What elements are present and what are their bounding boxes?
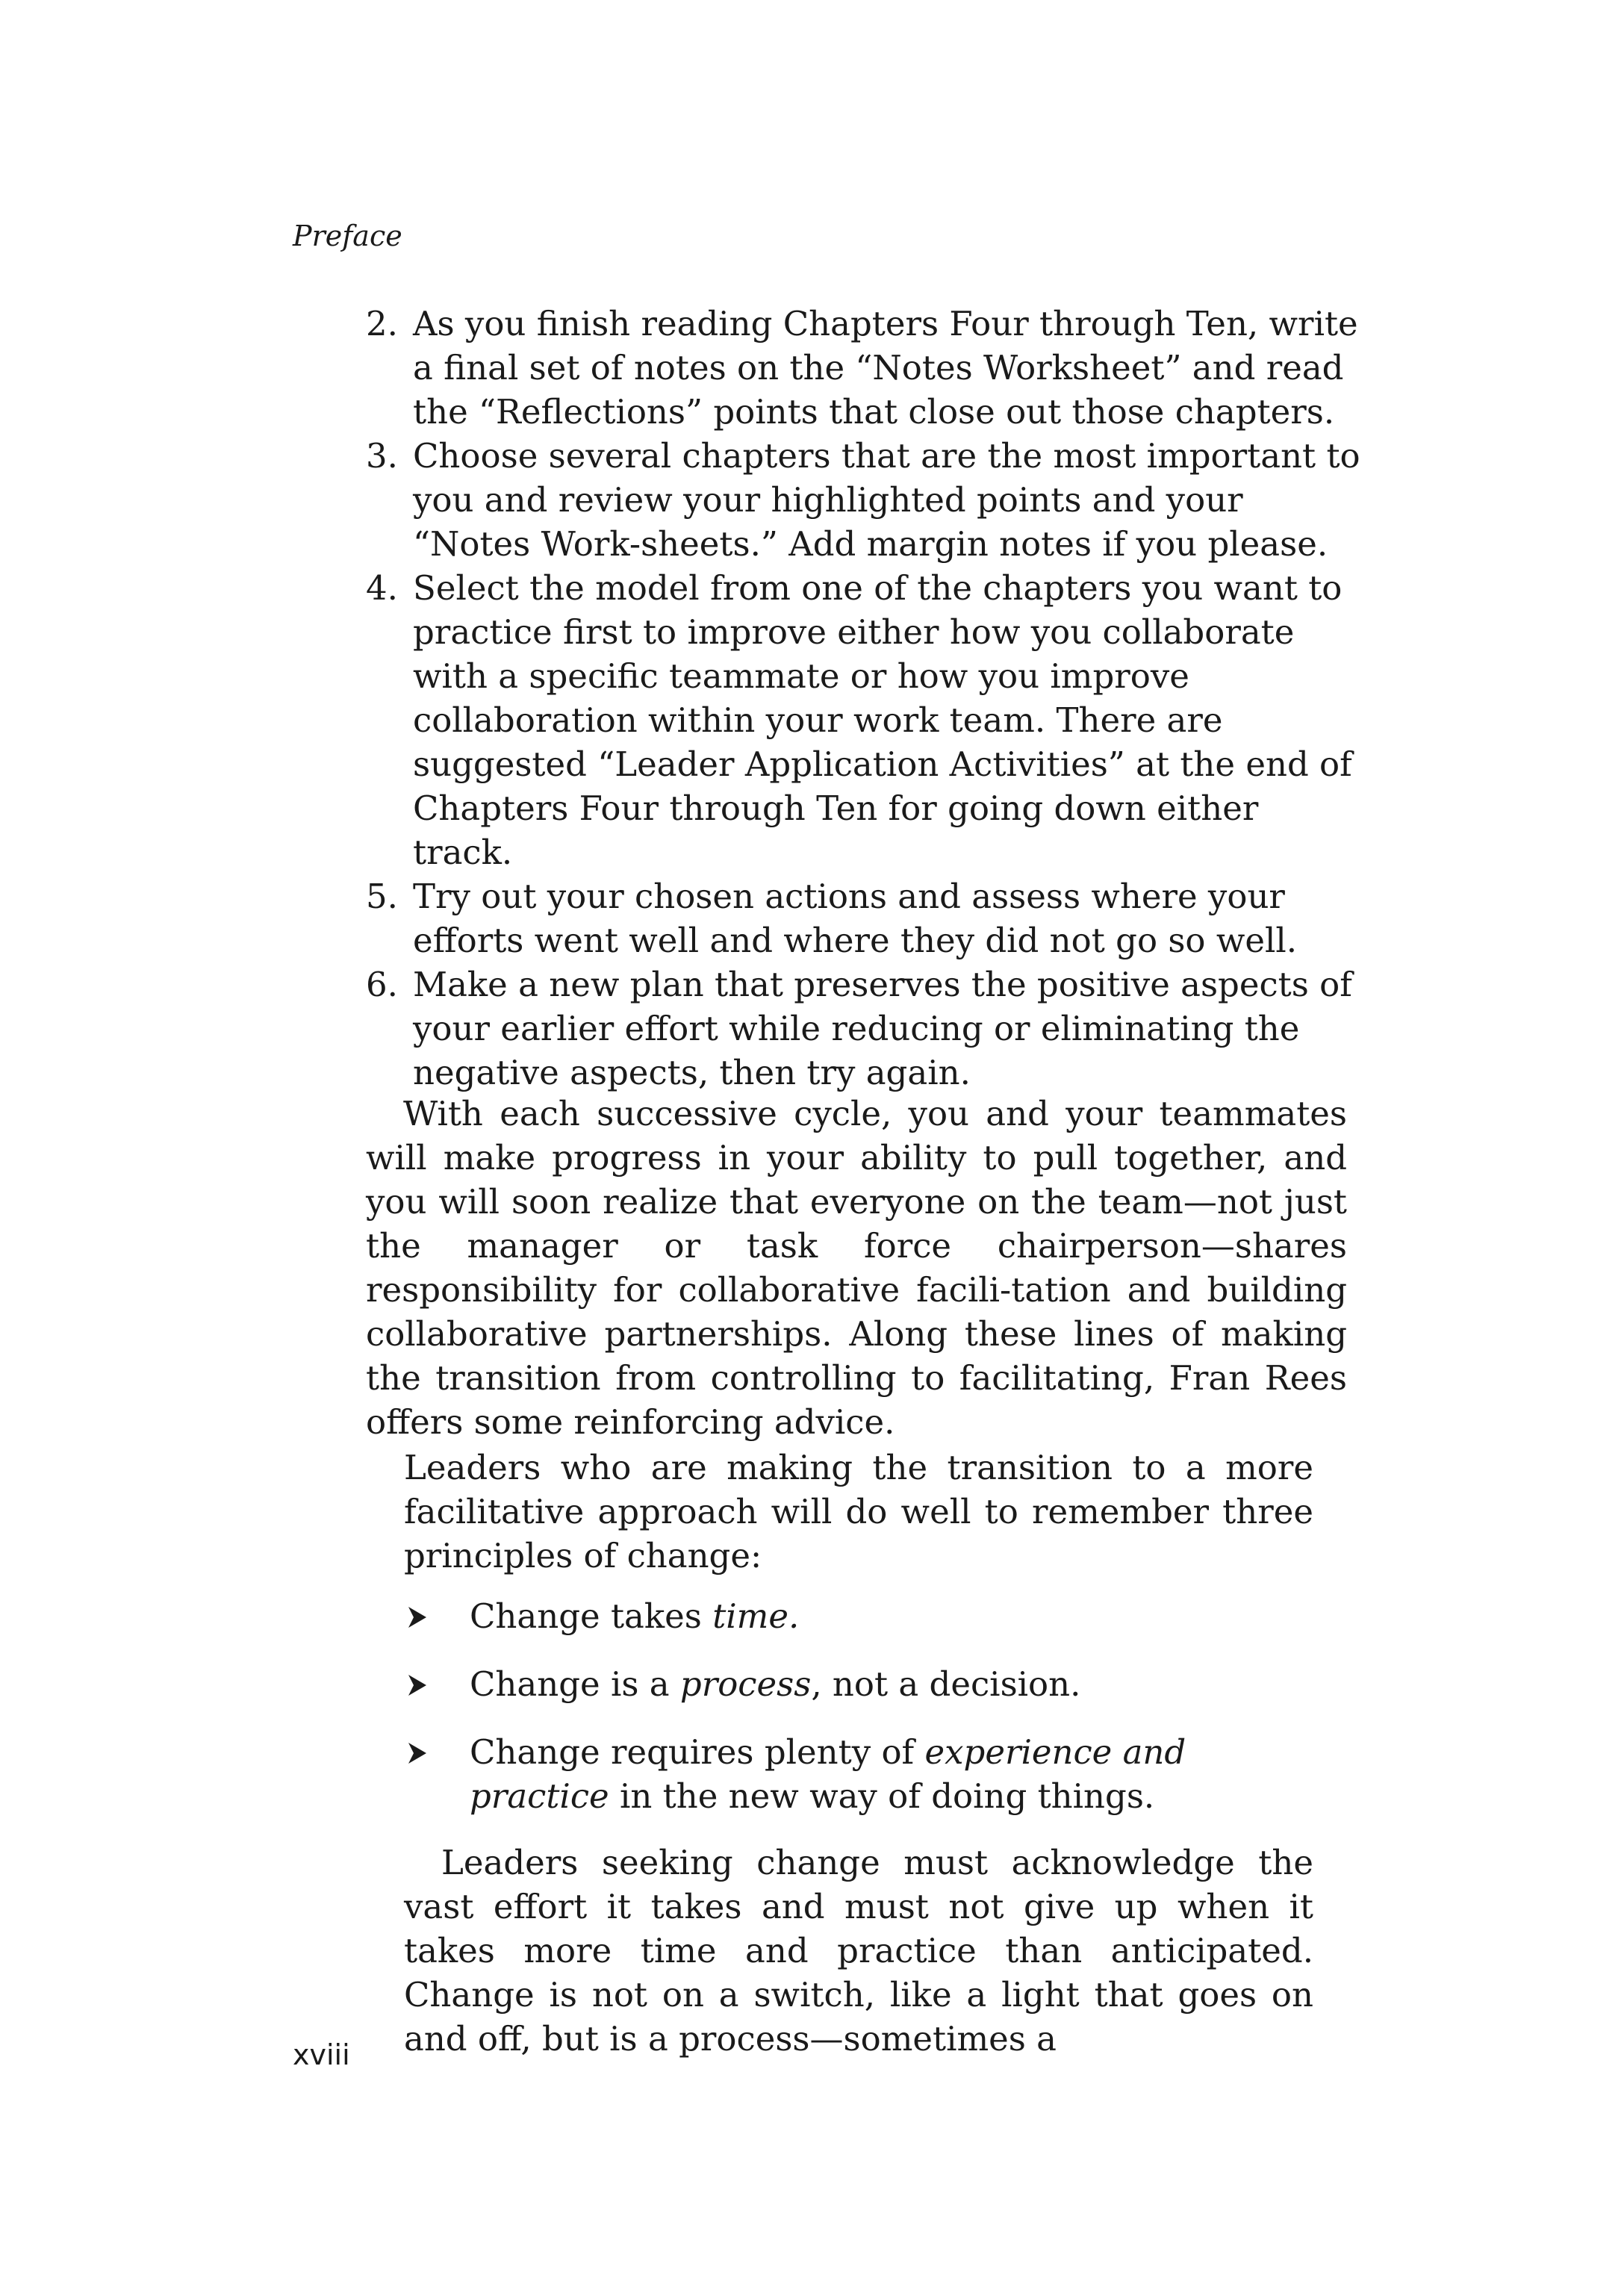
- list-number: 2.: [366, 304, 398, 343]
- list-item: [366, 434, 1366, 566]
- bullet-emphasis: experience and practice: [470, 1732, 1186, 1816]
- body-paragraph: With each successive cycle, you and your teammates will make progress in your ability to pull together, and you will soon realize that everyone on the team—not just the manager or task force chairperson—shares responsibility for collaborative facili-tation and building collaborative partnerships. Along these lines of making the transition from controlling to facilitating, Fran Rees offers some reinforcing advice.: [366, 1094, 1347, 1442]
- bullet-emphasis: process: [679, 1664, 812, 1704]
- bullet-item: [404, 1594, 1313, 1638]
- list-number: 3.: [366, 436, 398, 476]
- page-number: xviii: [293, 2038, 350, 2071]
- list-number: 6.: [366, 965, 398, 1004]
- bullet-item: [404, 1730, 1313, 1818]
- block-quote: [404, 1446, 1313, 2061]
- numbered-list: [366, 302, 1366, 1095]
- bullet-text-after: in the new way of doing things.: [609, 1776, 1155, 1816]
- bullet-item: [404, 1662, 1313, 1706]
- list-text: Make a new plan that preserves the positive aspects of your earlier effort while reducing or eliminating the negative aspects, then try again.: [413, 965, 1352, 1092]
- list-text: As you finish reading Chapters Four through Ten, write a final set of notes on the “Notes Worksheet” and read the “Reflections” points that close out those chapters.: [413, 304, 1358, 432]
- list-text: Choose several chapters that are the most important to you and review your highlighted points and your “Notes Work-sheets.” Add margin notes if you please.: [413, 436, 1360, 564]
- bullet-text-after: , not a decision.: [811, 1664, 1081, 1704]
- list-text: Select the model from one of the chapters you want to practice first to improve either how you collaborate with a specific teammate or how you improve collaboration within your work team. There are suggested “Leader Application Activities” at the end of Chapters Four through Ten for going down either track.: [413, 568, 1352, 872]
- bullet-text: Change is a: [470, 1664, 680, 1704]
- principles-list: [404, 1594, 1313, 1818]
- bullet-emphasis: time.: [712, 1596, 800, 1636]
- bullet-text: Change takes: [470, 1596, 713, 1636]
- list-item: [366, 302, 1366, 434]
- arrowhead-bullet-icon: [408, 1743, 426, 1764]
- arrowhead-bullet-icon: [408, 1675, 426, 1696]
- bullet-text: Change requires plenty of: [470, 1732, 925, 1772]
- quote-closing: Leaders seeking change must acknowledge the vast effort it takes and must not give up when it takes more time and practice than anticipated. Change is not on a switch, like a light that goes on and off, but is a process—sometimes a: [404, 1843, 1313, 2059]
- list-number: 4.: [366, 568, 398, 608]
- running-head: Preface: [293, 220, 402, 252]
- list-item: [366, 566, 1366, 874]
- list-number: 5.: [366, 877, 398, 916]
- list-item: [366, 874, 1366, 962]
- list-text: Try out your chosen actions and assess where your efforts went well and where they did not go so well.: [413, 877, 1298, 960]
- quote-intro: Leaders who are making the transition to a more facilitative approach will do well to remember three principles of change:: [404, 1448, 1313, 1575]
- arrowhead-bullet-icon: [408, 1607, 426, 1628]
- list-item: [366, 962, 1366, 1095]
